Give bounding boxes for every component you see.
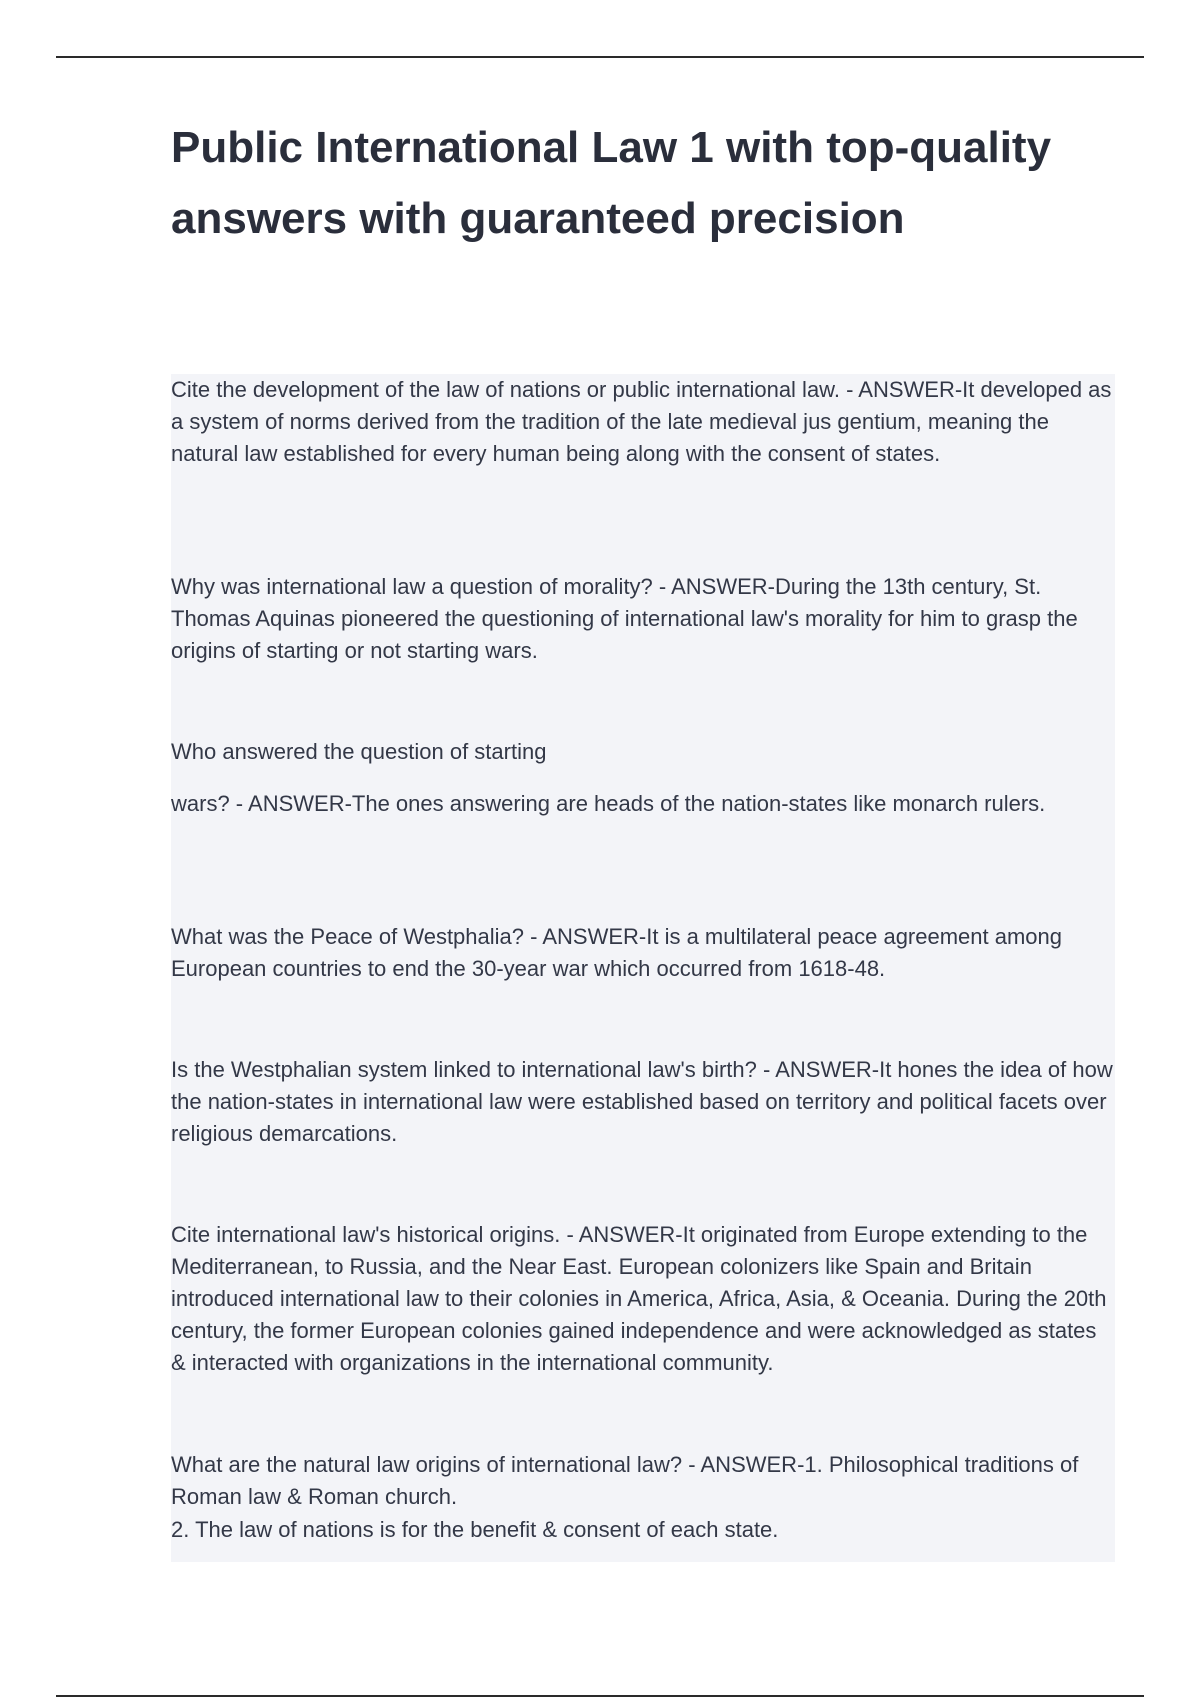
qa-paragraph: Cite the development of the law of nations or public international law. - ANSWER-It developed as a system of norms derived from the tradition of the late medieval jus gentium, meaning the natural law established for every human being along with the consent of states. [171,377,1112,466]
bottom-rule [56,1695,1144,1697]
qa-paragraph: Who answered the question of starting [171,739,547,764]
qa-paragraph: Is the Westphalian system linked to international law's birth? - ANSWER-It hones the idea of how the nation-states in international law were established based on territory and political facets over religious demarcations. [171,1057,1113,1146]
qa-paragraph: What was the Peace of Westphalia? - ANSWER-It is a multilateral peace agreement among European countries to end the 30-year war which occurred from 1618-48. [171,924,1063,981]
top-rule [56,56,1144,58]
qa-paragraph: What are the natural law origins of international law? - ANSWER-1. Philosophical traditions of Roman law & Roman church. [171,1452,1079,1509]
qa-paragraph: Why was international law a question of morality? - ANSWER-During the 13th century, St. Thomas Aquinas pioneered the questioning of international law's morality for him to grasp the origins of starting or not starting wars. [171,574,1078,663]
qa-paragraph: Cite international law's historical origins. - ANSWER-It originated from Europe extending to the Mediterranean, to Russia, and the Near East. European colonizers like Spain and Britain introduced international law to their colonies in America, Africa, Asia, & Oceania. During the 20th century, the former European colonies gained independence and were acknowledged as states & interacted with organizations in the international community. [171,1222,1107,1375]
page-title: Public International Law 1 with top-quality answers with guaranteed precision [171,123,1052,243]
qa-paragraph: wars? - ANSWER-The ones answering are heads of the nation-states like monarch rulers. [171,791,1046,816]
qa-block [171,374,1115,1562]
qa-paragraph: 2. The law of nations is for the benefit & consent of each state. [171,1517,779,1542]
